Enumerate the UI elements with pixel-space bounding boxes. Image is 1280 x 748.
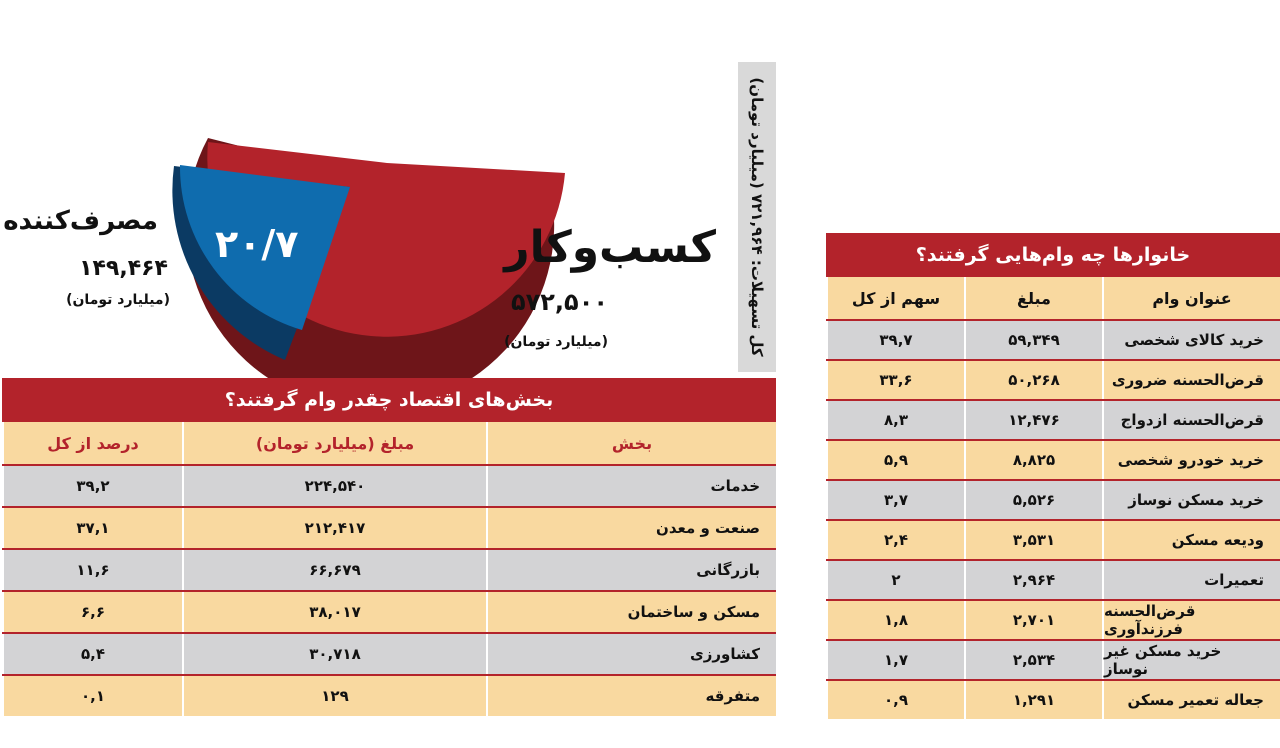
households-table-title: خانوارها چه وام‌هایی گرفتند؟ xyxy=(826,233,1280,277)
households-cell-percent: ۳,۷ xyxy=(826,481,964,519)
households-cell-amount: ۲,۹۶۴ xyxy=(964,561,1102,599)
households-cell-percent: ۲ xyxy=(826,561,964,599)
sectors-col-percent: درصد از کل xyxy=(2,422,182,464)
consumer-unit: (میلیارد تومان) xyxy=(66,292,170,308)
households-cell-amount: ۲,۷۰۱ xyxy=(964,601,1102,639)
households-cell-name: خرید خودرو شخصی xyxy=(1102,441,1280,479)
households-cell-percent: ۱,۷ xyxy=(826,641,964,679)
households-cell-name: قرض‌الحسنه ضروری xyxy=(1102,361,1280,399)
sectors-cell-amount: ۲۲۴,۵۴۰ xyxy=(182,466,486,506)
households-table xyxy=(826,233,1280,719)
households-row xyxy=(826,561,1280,599)
households-row xyxy=(826,681,1280,719)
sectors-row xyxy=(2,634,776,674)
consumer-label: مصرف‌کننده xyxy=(3,206,158,236)
total-loans-label: کل تسهیلات: ۷۲۱,۹۶۴ (میلیارد تومان) xyxy=(748,77,766,357)
households-row xyxy=(826,481,1280,519)
business-value: ۵۷۲,۵۰۰ xyxy=(510,288,608,316)
sectors-cell-percent: ۰,۱ xyxy=(2,676,182,716)
pie-slice-business-percent: ۷۹/۳ xyxy=(345,88,460,148)
sectors-cell-percent: ۶,۶ xyxy=(2,592,182,632)
households-cell-name: قرض‌الحسنه ازدواج xyxy=(1102,401,1280,439)
sectors-cell-name: بازرگانی xyxy=(486,550,776,590)
households-cell-amount: ۵,۵۲۶ xyxy=(964,481,1102,519)
households-cell-amount: ۱۲,۴۷۶ xyxy=(964,401,1102,439)
households-cell-name: خرید کالای شخصی xyxy=(1102,321,1280,359)
sectors-col-name: بخش xyxy=(486,422,776,464)
sectors-table-title: بخش‌های اقتصاد چقدر وام گرفتند؟ xyxy=(2,378,776,422)
sectors-cell-amount: ۳۰,۷۱۸ xyxy=(182,634,486,674)
households-row xyxy=(826,361,1280,399)
sectors-row xyxy=(2,508,776,548)
sectors-cell-amount: ۲۱۲,۴۱۷ xyxy=(182,508,486,548)
pie-slice-consumer-percent: ۲۰/۷ xyxy=(215,222,299,266)
consumer-value: ۱۴۹,۴۶۴ xyxy=(79,256,168,281)
households-cell-percent: ۳۳,۶ xyxy=(826,361,964,399)
households-cell-name: تعمیرات xyxy=(1102,561,1280,599)
households-cell-percent: ۵,۹ xyxy=(826,441,964,479)
households-cell-name: جعاله تعمیر مسکن xyxy=(1102,681,1280,719)
households-cell-percent: ۸,۳ xyxy=(826,401,964,439)
sectors-row xyxy=(2,550,776,590)
sectors-cell-amount: ۶۶,۶۷۹ xyxy=(182,550,486,590)
households-cell-amount: ۸,۸۲۵ xyxy=(964,441,1102,479)
households-col-title: عنوان وام xyxy=(1102,277,1280,319)
households-table-header xyxy=(826,277,1280,319)
households-cell-name: خرید مسکن غیر نوساز xyxy=(1102,641,1280,679)
sectors-cell-name: مسکن و ساختمان xyxy=(486,592,776,632)
households-cell-amount: ۱,۲۹۱ xyxy=(964,681,1102,719)
households-cell-name: خرید مسکن نوساز xyxy=(1102,481,1280,519)
households-col-amount: مبلغ xyxy=(964,277,1102,319)
sectors-cell-name: صنعت و معدن xyxy=(486,508,776,548)
households-cell-amount: ۵۰,۲۶۸ xyxy=(964,361,1102,399)
sectors-cell-percent: ۱۱,۶ xyxy=(2,550,182,590)
sectors-cell-name: متفرقه xyxy=(486,676,776,716)
households-col-share: سهم از کل xyxy=(826,277,964,319)
households-row xyxy=(826,601,1280,639)
sectors-row xyxy=(2,466,776,506)
households-cell-amount: ۲,۵۳۴ xyxy=(964,641,1102,679)
sectors-row xyxy=(2,676,776,716)
households-row xyxy=(826,641,1280,679)
business-label: کسب‌وکار xyxy=(504,222,716,273)
sectors-cell-percent: ۳۷,۱ xyxy=(2,508,182,548)
sectors-table-header xyxy=(2,422,776,464)
households-row xyxy=(826,441,1280,479)
households-cell-name: ودیعه مسکن xyxy=(1102,521,1280,559)
households-cell-percent: ۱,۸ xyxy=(826,601,964,639)
sectors-cell-amount: ۳۸,۰۱۷ xyxy=(182,592,486,632)
pie-chart xyxy=(160,0,600,380)
sectors-col-amount: مبلغ (میلیارد تومان) xyxy=(182,422,486,464)
households-cell-percent: ۰,۹ xyxy=(826,681,964,719)
households-row xyxy=(826,521,1280,559)
sectors-cell-percent: ۳۹,۲ xyxy=(2,466,182,506)
households-cell-percent: ۲,۴ xyxy=(826,521,964,559)
households-row xyxy=(826,321,1280,359)
sectors-cell-percent: ۵,۴ xyxy=(2,634,182,674)
sectors-row xyxy=(2,592,776,632)
sectors-cell-name: کشاورزی xyxy=(486,634,776,674)
sectors-cell-name: خدمات xyxy=(486,466,776,506)
households-cell-name: قرض‌الحسنه فرزندآوری xyxy=(1102,601,1280,639)
households-cell-amount: ۵۹,۳۴۹ xyxy=(964,321,1102,359)
households-row xyxy=(826,401,1280,439)
households-cell-amount: ۳,۵۳۱ xyxy=(964,521,1102,559)
business-unit: (میلیارد تومان) xyxy=(504,334,608,350)
households-cell-percent: ۳۹,۷ xyxy=(826,321,964,359)
sectors-cell-amount: ۱۲۹ xyxy=(182,676,486,716)
sectors-table xyxy=(2,378,776,716)
